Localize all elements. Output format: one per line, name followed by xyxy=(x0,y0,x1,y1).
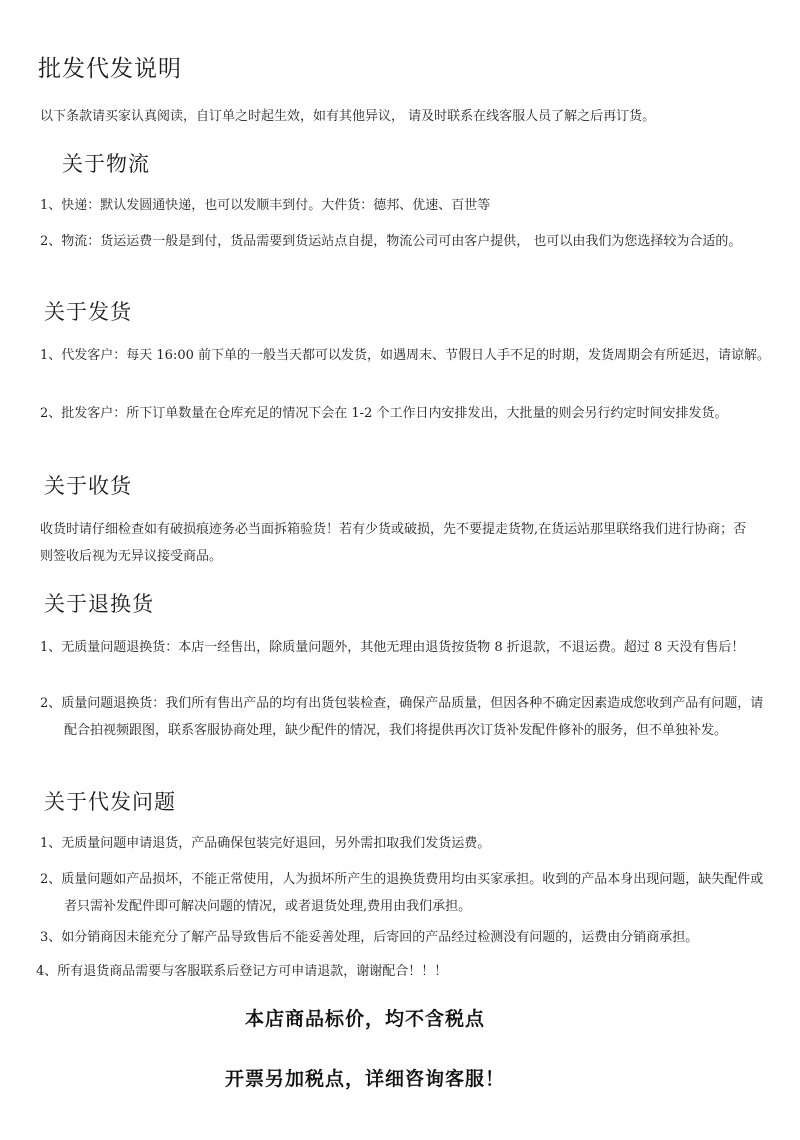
returns-item: 1、无质量问题退换货：本店一经售出，除质量问题外，其他无理由退货按货物 8 折退款，不退运费。超过 8 天没有售后！ xyxy=(40,640,745,655)
section-heading-receiving: 关于收货 xyxy=(44,474,132,498)
dropship-item: 1、无质量问题申请退货，产品确保包装完好退回，另外需扣取我们发货运费。 xyxy=(40,836,491,851)
shipping-item: 1、代发客户：每天 16:00 前下单的一般当天都可以发货，如遇周末、节假日人手不足的时期，发货周期会有所延迟，请谅解。 xyxy=(40,348,771,363)
logistics-item: 2、物流：货运运费一般是到付，货品需要到货运站点自提，物流公司可由客户提供， 也可以由我们为您选择较为合适的。 xyxy=(40,234,742,249)
tax-notice: 本店商品标价，均不含税点 xyxy=(244,1008,485,1030)
shipping-item: 2、批发客户：所下订单数量在仓库充足的情况下会在 1-2 个工作日内安排发出，大批量的则会另行约定时间安排发货。 xyxy=(40,406,728,421)
page-title: 批发代发说明 xyxy=(38,56,182,82)
returns-item: 2、质量问题退换货：我们所有售出产品的均有出货包装检查，确保产品质量，但因各种不确定因素造成您收到产品有问题，请配合拍视频跟图，联系客服协商处理，缺少配件的情况，我们将提供再次订货补发配件修补的服务，但不单独补发。 xyxy=(40,696,764,738)
section-heading-logistics: 关于物流 xyxy=(62,152,150,176)
receiving-text: 收货时请仔细检查如有破损痕迹务必当面拆箱验货！若有少货或破损，先不要提走货物,在货运站那里联络我们进行协商；否则签收后视为无异议接受商品。 xyxy=(40,522,747,564)
intro-text: 以下条款请买家认真阅读，自订单之时起生效，如有其他异议， 请及时联系在线客服人员了解之后再订货。 xyxy=(40,109,656,124)
section-heading-returns: 关于退换货 xyxy=(44,592,154,616)
logistics-item: 1、快递：默认发圆通快递，也可以发顺丰到付。大件货：德邦、优速、百世等 xyxy=(40,198,491,213)
section-heading-shipping: 关于发货 xyxy=(44,300,132,324)
dropship-item: 4、所有退货商品需要与客服联系后登记方可申请退款，谢谢配合！！！ xyxy=(36,964,448,979)
dropship-item: 3、如分销商因未能充分了解产品导致售后不能妥善处理，后寄回的产品经过检测没有问题的，运费由分销商承担。 xyxy=(40,930,699,945)
invoice-notice: 开票另加税点，详细咨询客服！ xyxy=(224,1068,505,1090)
section-heading-dropship: 关于代发问题 xyxy=(44,790,176,814)
dropship-item: 2、质量问题如产品损坏，不能正常使用，人为损坏所产生的退换货费用均由买家承担。收到的产品本身出现问题，缺失配件或者只需补发配件即可解决问题的情况，或者退货处理,费用由我们承担。 xyxy=(40,872,764,914)
